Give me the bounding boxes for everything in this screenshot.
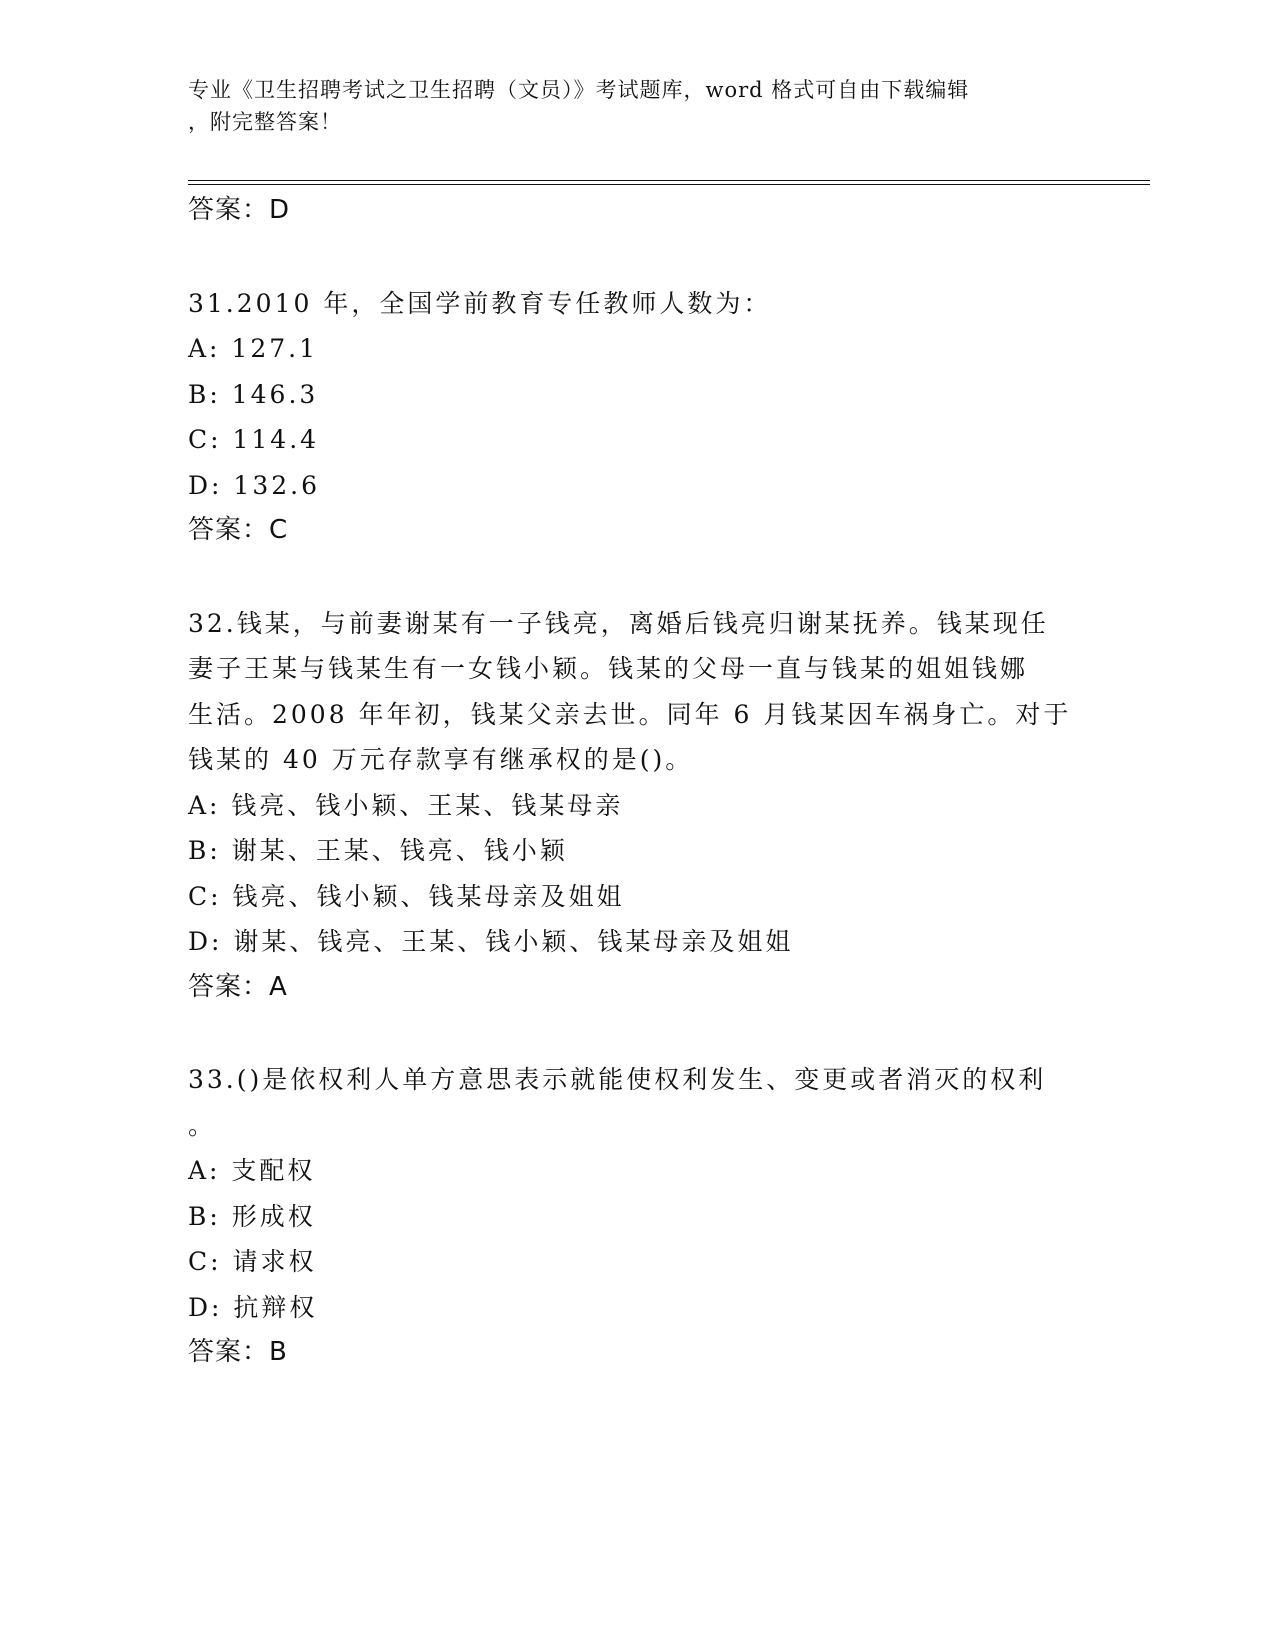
option-a: A: 支配权: [188, 1156, 316, 1185]
option-b: B: 形成权: [188, 1201, 316, 1231]
answer: 答案：B: [188, 1337, 288, 1367]
option-d: D: 谢某、钱亮、王某、钱小颖、钱某母亲及姐姐: [188, 927, 794, 956]
answer: 答案：A: [188, 971, 288, 1002]
option-c: C: 钱亮、钱小颖、钱某母亲及姐姐: [188, 881, 625, 911]
header-divider-top: [188, 180, 1150, 181]
question-33: [188, 1057, 1088, 1376]
header-line-1: 专业《卫生招聘考试之卫生招聘（文员）》考试题库，word 格式可自由下载编辑: [188, 78, 970, 102]
question-stem-line: 33.()是依权利人单方意思表示就能使权利发生、变更或者消灭的权利: [188, 1065, 1047, 1094]
option-d: D: 抗辩权: [188, 1292, 318, 1322]
option-a: A: 钱亮、钱小颖、王某、钱某母亲: [188, 790, 624, 820]
question-stem-line: 钱某的 40 万元存款享有继承权的是()。: [188, 745, 694, 774]
question-31: [188, 281, 1088, 554]
question-stem-line: 32.钱某，与前妻谢某有一子钱亮，离婚后钱亮归谢某抚养。钱某现任: [188, 608, 1049, 638]
page-header: [188, 74, 1068, 138]
question-32: [188, 601, 1088, 1011]
question-stem: 31.2010 年，全国学前教育专任教师人数为：: [188, 288, 772, 318]
option-c: C: 114.4: [188, 425, 320, 454]
question-list: [188, 188, 1088, 1376]
question-stem-line: 。: [188, 1110, 217, 1140]
option-d: D: 132.6: [188, 470, 320, 500]
question-stem-line: 生活。2008 年年初，钱某父亲去世。同年 6 月钱某因车祸身亡。对于: [188, 699, 1072, 729]
option-b: B: 146.3: [188, 379, 319, 409]
header-divider-bottom: [188, 184, 1150, 185]
option-a: A: 127.1: [188, 334, 318, 363]
option-c: C: 请求权: [188, 1247, 317, 1276]
header-line-2: ，附完整答案！: [188, 110, 342, 134]
question-stem-line: 妻子王某与钱某生有一女钱小颖。钱某的父母一直与钱某的姐姐钱娜: [188, 654, 1029, 683]
option-b: B: 谢某、王某、钱亮、钱小颖: [188, 836, 568, 865]
previous-answer: 答案：D: [188, 195, 291, 225]
answer: 答案：C: [188, 515, 289, 545]
